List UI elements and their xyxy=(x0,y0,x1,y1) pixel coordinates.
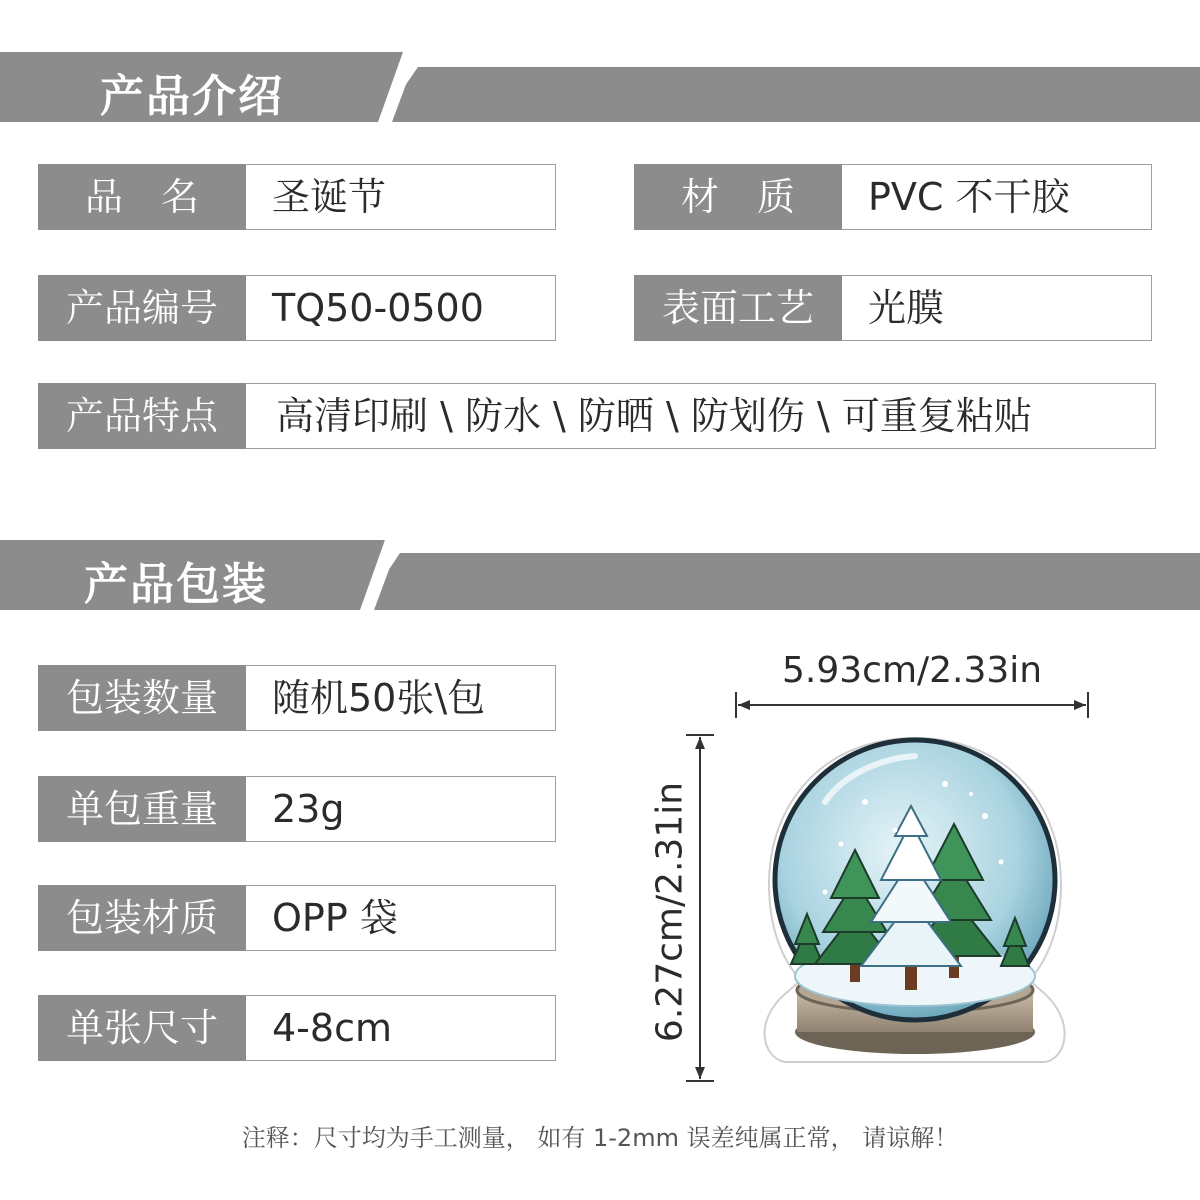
spec-label: 产品特点 xyxy=(38,383,246,449)
measurement-note: 注释：尺寸均为手工测量， 如有 1-2mm 误差纯属正常， 请谅解！ xyxy=(241,1124,959,1152)
spec-row-surface xyxy=(634,275,1152,341)
spec-row-material xyxy=(634,164,1152,230)
spec-label: 表面工艺 xyxy=(634,275,842,341)
width-dimension-line xyxy=(730,686,1130,726)
spec-label: 品 名 xyxy=(38,164,246,230)
section-title-pack: 产品包装 xyxy=(84,559,268,610)
spec-label: 单张尺寸 xyxy=(38,995,246,1061)
pack-row-quantity xyxy=(38,665,556,731)
spec-label: 包装数量 xyxy=(38,665,246,731)
spec-label: 包装材质 xyxy=(38,885,246,951)
spec-label: 产品编号 xyxy=(38,275,246,341)
spec-value: 圣诞节 xyxy=(246,164,556,230)
spec-value: 光膜 xyxy=(842,275,1152,341)
pack-row-material xyxy=(38,885,556,951)
section-banner-intro xyxy=(0,50,1200,140)
spec-row-name xyxy=(38,164,556,230)
spec-label: 材 质 xyxy=(634,164,842,230)
snow-globe-sticker-image xyxy=(745,732,1085,1072)
spec-value: 23g xyxy=(246,776,556,842)
spec-label: 单包重量 xyxy=(38,776,246,842)
pack-row-weight xyxy=(38,776,556,842)
spec-value: 4-8cm xyxy=(246,995,556,1061)
width-dimension-label: 5.93cm/2.33in xyxy=(782,650,1043,691)
section-banner-pack xyxy=(0,538,1200,628)
spec-value: PVC 不干胶 xyxy=(842,164,1152,230)
pack-row-size xyxy=(38,995,556,1061)
spec-value: 高清印刷 \ 防水 \ 防晒 \ 防划伤 \ 可重复粘贴 xyxy=(246,383,1156,449)
spec-value: TQ50-0500 xyxy=(246,275,556,341)
spec-row-features xyxy=(38,383,1152,449)
height-dimension-label: 6.27cm/2.31in xyxy=(649,781,691,1043)
spec-row-code xyxy=(38,275,556,341)
spec-value: 随机50张\包 xyxy=(246,665,556,731)
section-title-intro: 产品介绍 xyxy=(100,71,284,122)
spec-value: OPP 袋 xyxy=(246,885,556,951)
